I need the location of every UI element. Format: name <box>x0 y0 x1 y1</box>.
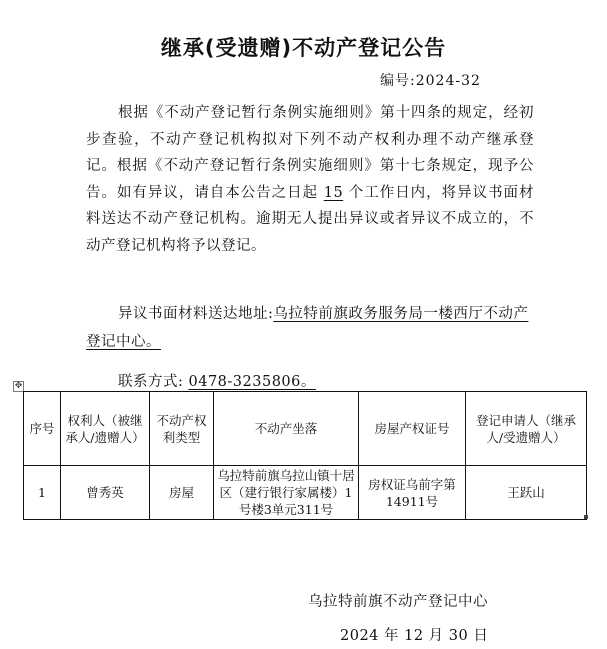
property-table <box>23 391 587 520</box>
signature-date: 2024 年 12 月 30 日 <box>340 628 489 644</box>
move-icon[interactable]: ✥ <box>14 381 23 391</box>
paragraph-text-end: 个工作日内，将异议书面材料送达不动产登记机构。逾期无人提出异议或者异议不成立的，不动产登记机构将予以登记。 <box>86 184 535 254</box>
address-label: 异议书面材料送达地址: <box>118 306 274 322</box>
cell-index: 1 <box>24 466 61 520</box>
announcement-paragraph <box>86 100 534 259</box>
header-owner: 权利人（被继承人/遗赠人） <box>61 392 150 466</box>
cell-location: 乌拉特前旗乌拉山镇十居区（建行银行家属楼）1号楼3单元311号 <box>214 466 359 520</box>
header-index: 序号 <box>24 392 61 466</box>
header-certificate: 房屋产权证号 <box>359 392 466 466</box>
header-applicant: 登记申请人（继承人/受遗赠人） <box>466 392 587 466</box>
objection-days: 15 <box>323 184 344 201</box>
objection-address-paragraph <box>86 300 534 356</box>
header-location: 不动产坐落 <box>214 392 359 466</box>
cell-applicant: 王跃山 <box>466 466 587 520</box>
contact-phone: 0478-3235806。 <box>188 374 316 390</box>
address-value: 乌拉特前旗政务服务局一楼西厅不动产登记中心。 <box>86 306 529 350</box>
cell-owner: 曾秀英 <box>61 466 150 520</box>
signature-office: 乌拉特前旗不动产登记中心 <box>308 594 488 610</box>
cell-certificate: 房权证乌前字第14911号 <box>359 466 466 520</box>
cell-right-type: 房屋 <box>150 466 214 520</box>
table-header-row <box>24 392 587 466</box>
table-resize-handle[interactable] <box>584 515 588 519</box>
header-right-type: 不动产权利类型 <box>150 392 214 466</box>
contact-line <box>118 370 316 391</box>
page-title: 继承(受遗赠)不动产登记公告 <box>160 36 447 60</box>
contact-label: 联系方式: <box>118 374 184 390</box>
document-number: 编号:2024-32 <box>380 73 481 89</box>
table-row <box>24 466 587 520</box>
paragraph-text: 根据《不动产登记暂行条例实施细则》第十四条的规定，经初步查验，不动产登记机构拟对下列不动产权利办理不动产继承登记。根据《不动产登记暂行条例实施细则》第十七条规定，现予公告。如有异议，请自本公告之日起 <box>86 105 534 201</box>
